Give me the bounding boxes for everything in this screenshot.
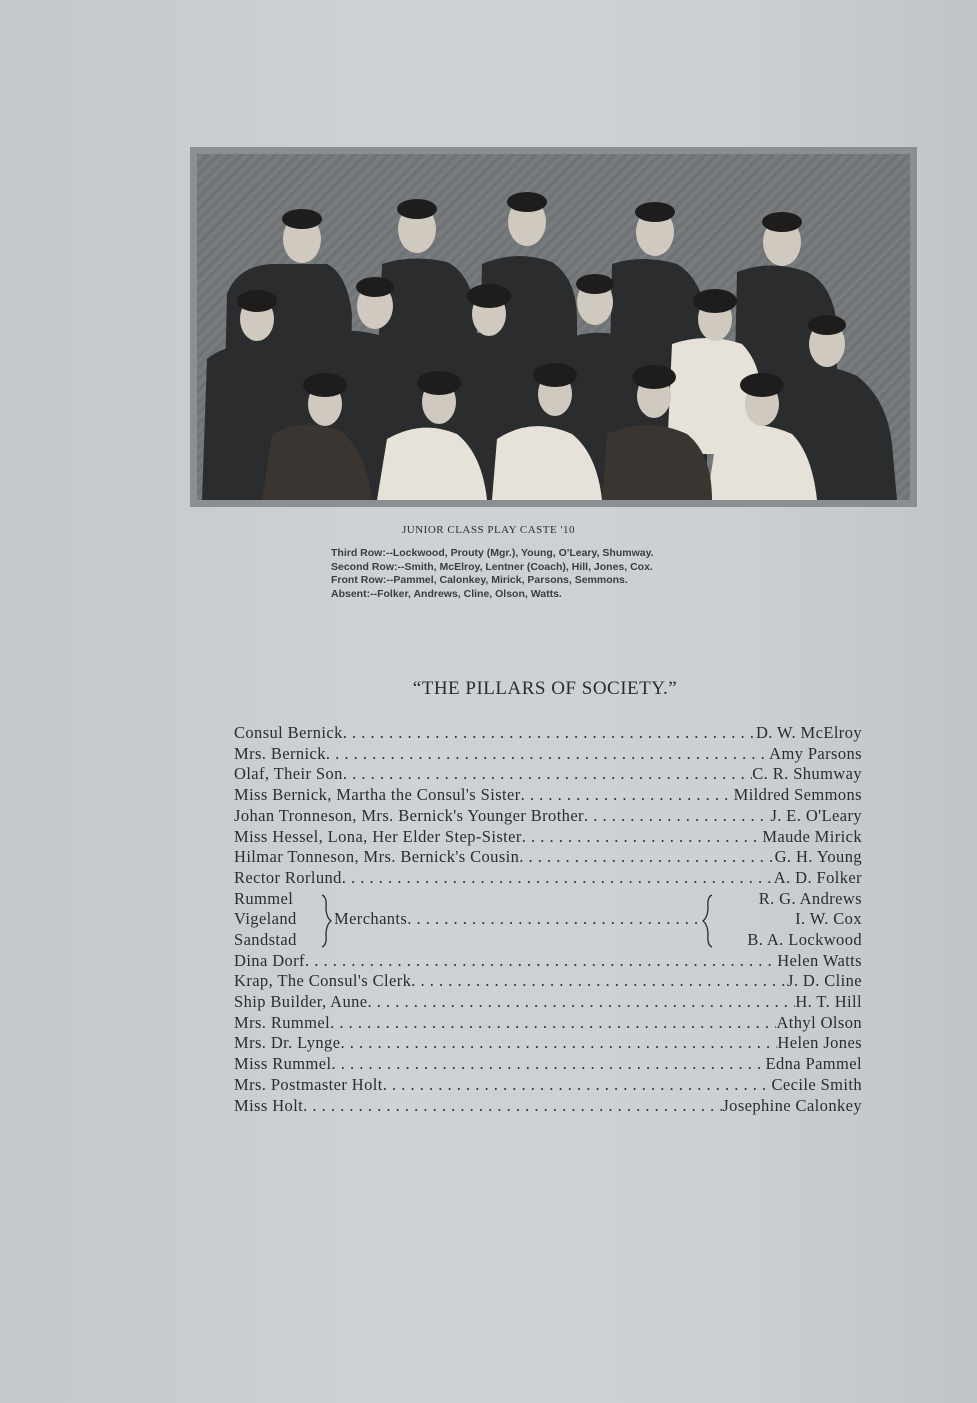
cast-row: [234, 785, 862, 806]
class-photo: [197, 154, 910, 500]
credits-absent: Absent:--Folker, Andrews, Cline, Olson, Watts.: [331, 587, 562, 600]
class-photo-figures: [197, 154, 910, 500]
class-photo-frame: [190, 147, 917, 507]
actor-cox: I. W. Cox: [795, 909, 862, 929]
cast-row: [234, 868, 862, 889]
leader-dots: [407, 909, 702, 930]
role-sandstad: Sandstad: [234, 930, 297, 950]
role-vigeland: Vigeland: [234, 909, 297, 929]
role-name: Mrs. Bernick: [234, 743, 326, 763]
role-name: Mrs. Rummel: [234, 1012, 331, 1032]
cast-list: [234, 723, 862, 1116]
merchant-actors: [747, 889, 862, 951]
actor-name: D. W. McElroy: [755, 723, 862, 742]
leader-dots: [326, 744, 769, 765]
role-name: Rector Rorlund: [234, 867, 342, 887]
leader-dots: [305, 951, 777, 972]
cast-row: [234, 1013, 862, 1034]
leader-dots: [330, 1013, 776, 1034]
merchants-group: [234, 889, 862, 951]
leader-dots: [383, 1075, 772, 1096]
actor-name: Josephine Calonkey: [722, 1095, 862, 1115]
actor-name: C. R. Shumway: [752, 764, 862, 784]
cast-row: [234, 764, 862, 785]
role-name: Johan Tronneson, Mrs. Bernick's Younger Brother: [234, 805, 584, 825]
cast-row: [234, 971, 862, 992]
leader-dots: [343, 764, 752, 785]
leader-dots: [368, 992, 796, 1013]
credits-third-row: Third Row:--Lockwood, Prouty (Mgr.), Young, O'Leary, Shumway.: [331, 547, 654, 559]
cast-top: [234, 723, 862, 889]
merchants-line: [334, 909, 702, 930]
role-name: Miss Hessel, Lona, Her Elder Step-Sister: [234, 826, 522, 846]
leader-dots: [331, 1054, 765, 1075]
actor-name: Athyl Olson: [776, 1012, 862, 1032]
actor-lockwood: B. A. Lockwood: [747, 930, 862, 950]
photo-credits: [331, 547, 654, 601]
photo-caption: JUNIOR CLASS PLAY CASTE '10: [402, 524, 575, 536]
actor-name: G. H. Young: [774, 847, 862, 867]
cast-row: [234, 744, 862, 765]
leader-dots: [521, 785, 734, 806]
role-name: Miss Rummel: [234, 1054, 332, 1074]
actor-name: A. D. Folker: [773, 867, 862, 887]
actor-name: Edna Pammel: [765, 1054, 862, 1074]
cast-row: [234, 951, 862, 972]
cast-row: [234, 827, 862, 848]
play-title: “THE PILLARS OF SOCIETY.”: [412, 678, 678, 699]
actor-name: J. E. O'Leary: [770, 805, 862, 825]
role-name: Krap, The Consul's Clerk: [234, 971, 412, 991]
cast-row: [234, 1075, 862, 1096]
role-name: Mrs. Dr. Lynge: [234, 1033, 341, 1053]
role-name: Miss Bernick, Martha the Consul's Sister: [234, 785, 521, 805]
role-name: Consul Bernick: [234, 723, 343, 742]
merchants-label: Merchants: [334, 909, 408, 929]
cast-row: [234, 806, 862, 827]
actor-name: Helen Watts: [777, 950, 862, 970]
leader-dots: [340, 1033, 777, 1054]
cast-row: [234, 992, 862, 1013]
left-brace-icon: [320, 893, 332, 949]
leader-dots: [343, 723, 756, 744]
role-name: Hilmar Tonneson, Mrs. Bernick's Cousin: [234, 847, 520, 867]
role-name: Mrs. Postmaster Holt: [234, 1074, 383, 1094]
actor-name: Maude Mirick: [762, 826, 862, 846]
right-brace-icon: [702, 893, 714, 949]
leader-dots: [411, 971, 787, 992]
merchant-roles: [234, 889, 297, 951]
leader-dots: [584, 806, 770, 827]
actor-andrews: R. G. Andrews: [758, 888, 862, 908]
credits-front-row: Front Row:--Pammel, Calonkey, Mirick, Parsons, Semmons.: [331, 574, 628, 586]
cast-row: [234, 1054, 862, 1075]
actor-name: Mildred Semmons: [733, 785, 862, 805]
cast-row: [234, 847, 862, 868]
actor-name: H. T. Hill: [795, 992, 862, 1012]
cast-row: [234, 723, 862, 744]
role-rummel: Rummel: [234, 888, 294, 908]
actor-name: Helen Jones: [777, 1033, 862, 1053]
leader-dots: [522, 827, 763, 848]
actor-name: Cecile Smith: [771, 1074, 862, 1094]
cast-row: [234, 1033, 862, 1054]
leader-dots: [342, 868, 774, 889]
actor-name: Amy Parsons: [769, 743, 862, 763]
actor-name: J. D. Cline: [787, 971, 862, 991]
role-name: Olaf, Their Son: [234, 764, 343, 784]
role-name: Miss Holt: [234, 1095, 304, 1115]
role-name: Dina Dorf: [234, 950, 305, 970]
leader-dots: [303, 1096, 722, 1117]
cast-row: [234, 1096, 862, 1117]
cast-bottom: [234, 951, 862, 1117]
leader-dots: [519, 847, 774, 868]
credits-second-row: Second Row:--Smith, McElroy, Lentner (Coach), Hill, Jones, Cox.: [331, 560, 653, 573]
role-name: Ship Builder, Aune: [234, 992, 368, 1012]
